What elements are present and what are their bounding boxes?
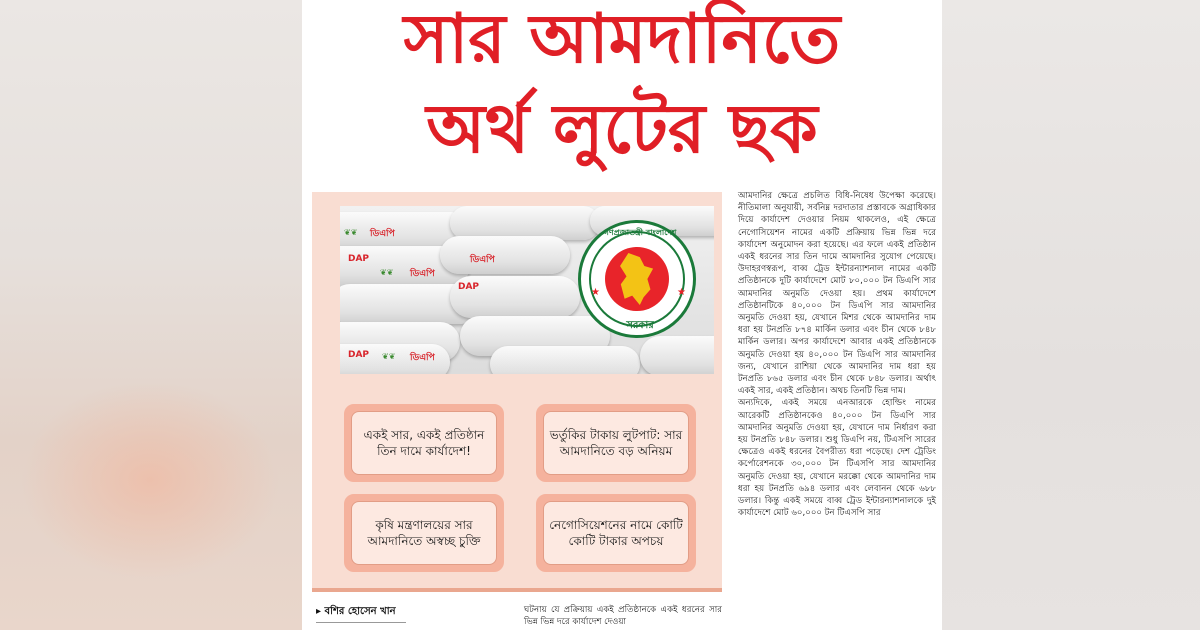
sack [440,236,570,274]
callout-box [536,404,696,482]
callout-text: ভর্তুকির টাকায় লুটপাট: সার আমদানিতে বড় অনিয়ম [543,411,689,475]
emblem-top-text: গণপ্রজাতন্ত্রী বাংলাদেশ [603,228,677,237]
sack-brand: DAP [458,282,480,292]
callout-text: একই সার, একই প্রতিষ্ঠান তিন দামে কার্যাদেশ! [351,411,497,475]
sack-label: ডিএপি [470,255,495,265]
background-right [942,0,1200,630]
sack [450,206,600,240]
star-icon: ★ [591,287,600,298]
sack [490,346,640,374]
background-left [0,0,302,630]
article-bottom-column [524,604,722,628]
author-name: বশির হোসেন খান [324,606,396,617]
callout-box [344,494,504,572]
headline-line-1: সার আমদানিতে [403,0,841,79]
sack [640,336,714,374]
star-icon: ★ [677,287,686,298]
leaf-icon: ❦❦ [382,352,396,361]
government-emblem [578,220,696,338]
article-paragraph: অন্যদিকে, একই সময়ে এনআরকে হোল্ডিং নামের আরেকটি প্রতিষ্ঠানকেও ৪০,০০০ টন ডিএপি সার আমদানির অনুমতি দেওয়া হয়, যেখানে দাম নির্ধারণ করা হয় টনপ্রতি ৮৪৮ ডলার। শুধু ডিএপি নয়, টিএসপি সারের ক্ষেত্রেও একই ধরনের বৈপরীত্য ধরা পড়েছে। দেশ ট্রেডিং কর্পোরেশনকে ৩০,০০০ টন টিএসপি সার আমদানির অনুমতি দেওয়া হয়, যেখানে মরক্কো থেকে আমদানির দাম ধরা হয় টনপ্রতি ৬৯৪ ডলার এবং লেবানন থেকে ৬৮৮ ডলার। কিন্তু একই সময়ে বাব্ব ট্রেড ইন্টারন্যাশনালকে দুই কার্যাদেশে মোট ৬০,০০০ টন টিএসপি সার [738,398,936,519]
article-paragraph: আমদানির ক্ষেত্রে প্রচলিত বিধি-নিষেধ উপেক্ষা করেছে। নীতিমালা অনুযায়ী, সর্বনিম্ন দরদাতার প্রস্তাবকে অগ্রাধিকার দিয়ে কার্যাদেশ দেওয়ার নিয়ম থাকলেও, এই ক্ষেত্রে নেগোসিয়েশন নামের একটি প্রক্রিয়ায় ভিন্ন ভিন্ন দরে কার্যাদেশ অনুমোদন করা হয়েছে। এর ফলে একই প্রতিষ্ঠান একই ধরনের সার তিন দামে আমদানির সুযোগ পেয়েছে। উদাহরণস্বরূপ, বাব্ব ট্রেড ইন্টারন্যাশনাল নামের একটি প্রতিষ্ঠানকে দুটি কার্যাদেশে মোট ৮০,০০০ টন ডিএপি সার আমদানির অনুমতি দেওয়া হয়। প্রথম কার্যাদেশে প্রতিষ্ঠানটিকে ৪০,০০০ টন ডিএপি সার আমদানির অনুমতি দেওয়া হয়, যেখানে মিশর থেকে আমদানির দাম ধরা হয় টনপ্রতি ৮৭৪ মার্কিন ডলার এবং চীন থেকে ৮৪৮ মার্কিন ডলার। অপর কার্যাদেশে আবার একই প্রতিষ্ঠানকে অনুমতি দেওয়া হয় ৪০,০০০ টন ডিএপি সার আমদানির জন্য, যেখানে রাশিয়া থেকে আমদানির দাম ধরা হয় টনপ্রতি ৮৬৫ ডলার এবং চীন থেকে ৮৪৮ ডলার। অর্থাৎ একই সার, একই প্রতিষ্ঠান। অথচ তিনটি ভিন্ন দাম। [738,191,936,397]
callout-text: কৃষি মন্ত্রণালয়ের সার আমদানিতে অস্বচ্ছ চুক্তি [351,501,497,565]
sack-label: ডিএপি [410,353,435,363]
leaf-icon: ❦❦ [380,268,394,277]
sack-brand: DAP [348,254,370,264]
emblem-bottom-text: সরকার [626,320,654,331]
sack [450,276,580,318]
newspaper-page [302,0,942,630]
sack-label: ডিএপি [370,229,395,239]
sack-label: ডিএপি [410,269,435,279]
callout-text: নেগোসিয়েশনের নামে কোটি কোটি টাকার অপচয় [543,501,689,565]
article-paragraph: ঘটনায় যে প্রক্রিয়ায় একই প্রতিষ্ঠানকে একই ধরনের সার ভিন্ন ভিন্ন দরে কার্যাদেশ দেওয়া [524,605,722,628]
sack-brand: DAP [348,350,370,360]
leaf-icon: ❦❦ [344,228,358,237]
article-body-column [738,190,936,519]
sack [340,344,450,374]
fertilizer-sacks-photo [340,206,714,374]
callout-box [536,494,696,572]
callout-box [344,404,504,482]
author-byline: ▸ বশির হোসেন খান [316,606,396,617]
headline-line-2: অর্থ লুটের ছক [426,90,818,169]
panel-divider [312,588,722,592]
feature-panel [312,192,722,592]
byline-rule [316,622,406,623]
